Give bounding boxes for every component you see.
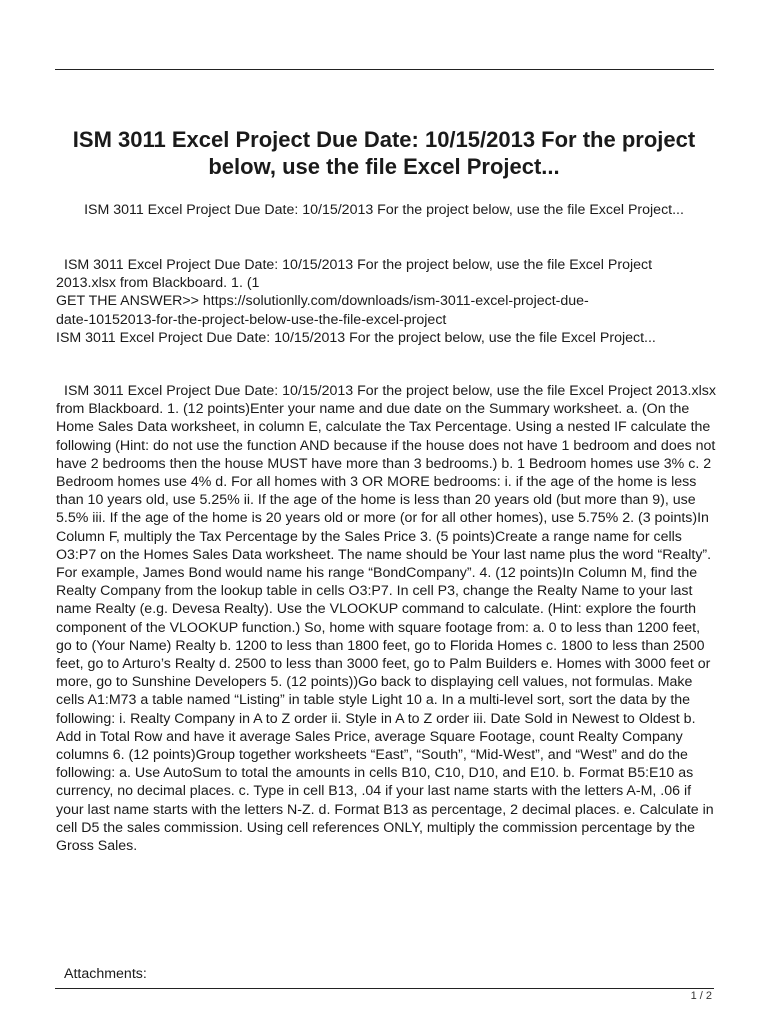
summary-text: ISM 3011 Excel Project Due Date: 10/15/2013 For the project below, use the file Excel Project... — [84, 202, 684, 218]
answer-link-text[interactable]: GET THE ANSWER>> https://solutionlly.com/downloads/ism-3011-excel-project-due- — [56, 293, 589, 310]
answer-link-text[interactable]: date-10152013-for-the-project-below-use-the-file-excel-project — [56, 311, 447, 328]
top-divider — [55, 69, 714, 70]
intro-block — [56, 256, 716, 347]
description-text: ISM 3011 Excel Project Due Date: 10/15/2013 For the project below, use the file Excel Project 2013.xlsx from Blackboard. 1. (12 points)Enter your name and due date on the Summary worksheet. a. (On the Home Sales Data worksheet, in column E, calculate the Tax Percentage. Using a nested IF calculate the following (Hint: do not use the function AND because if the house does not have 1 bedroom and does not have 2 bedrooms then the house MUST have more than 3 bedrooms.) b. 1 Bedroom homes use 3% c. 2 Bedroom homes use 4% d. For all homes with 3 OR MORE bedrooms: i. if the age of the home is less than 10 years old, use 5.25% ii. If the age of the home is less than 20 years old (but more than 9), use 5.5% iii. If the age of the home is 20 years old or more (or for all other homes), use 5.75% 2. (3 points)In Column F, multiply the Tax Percentage by the Sales Price 3. (5 points)Create a range name for cells O3:P7 on the Homes Sales Data worksheet. The name should be Your last name plus the word “Realty”. For example, James Bond would name his range “BondCompany”. 4. (12 points)In Column M, find the Realty Company from the lookup table in cells O3:P7. In cell P3, change the Realty Name to your last name Realty (e.g. Devesa Realty). Use the VLOOKUP command to calculate. (Hint: explore the fourth component of the VLOOKUP function.) So, home with square footage from: a. 0 to less than 1200 feet, go to (Your Name) Realty b. 1200 to less than 1800 feet, go to Florida Homes c. 1800 to less than 2500 feet, go to Arturo’s Realty d. 2500 to less than 3000 feet, go to Palm Builders e. Homes with 3000 feet or more, go to Sunshine Developers 5. (12 points))Go back to displaying cell values, not formulas. Make cells A1:M73 a table named “Listing” in table style Light 10 a. In a multi-level sort, sort the data by the following: i. Realty Company in A to Z order ii. Style in A to Z order iii. Date Sold in Newest to Oldest b. Add in Total Row and have it average Sales Price, average Square Footage, count Realty Company columns 6. (12 points)Group together worksheets “East”, “South”, “Mid-West”, and “West” and do the following: a. Use AutoSum to total the amounts in cells B10, C10, D10, and E10. b. Format B5:E10 as currency, no decimal places. c. Type in cell B13, .04 if your last name starts with the letters A-M, .06 if your last name starts with the letters N-Z. d. Format B13 as percentage, 2 decimal places. e. Calculate in cell D5 the sales commission. Using cell references ONLY, multiply the commission percentage by the Gross Sales. — [56, 383, 716, 855]
intro-line: ISM 3011 Excel Project Due Date: 10/15/2013 For the project below, use the file Excel Project — [64, 257, 653, 273]
page-number: 1 / 2 — [690, 990, 712, 1002]
intro-repeat: ISM 3011 Excel Project Due Date: 10/15/2013 For the project below, use the file Excel Project... — [56, 329, 656, 346]
document-title: ISM 3011 Excel Project Due Date: 10/15/2013 For the project below, use the file Excel Project... — [72, 127, 696, 179]
attachments-label: Attachments: — [64, 966, 147, 982]
intro-line: 2013.xlsx from Blackboard. 1. (1 — [56, 275, 260, 292]
bottom-divider — [55, 988, 714, 989]
